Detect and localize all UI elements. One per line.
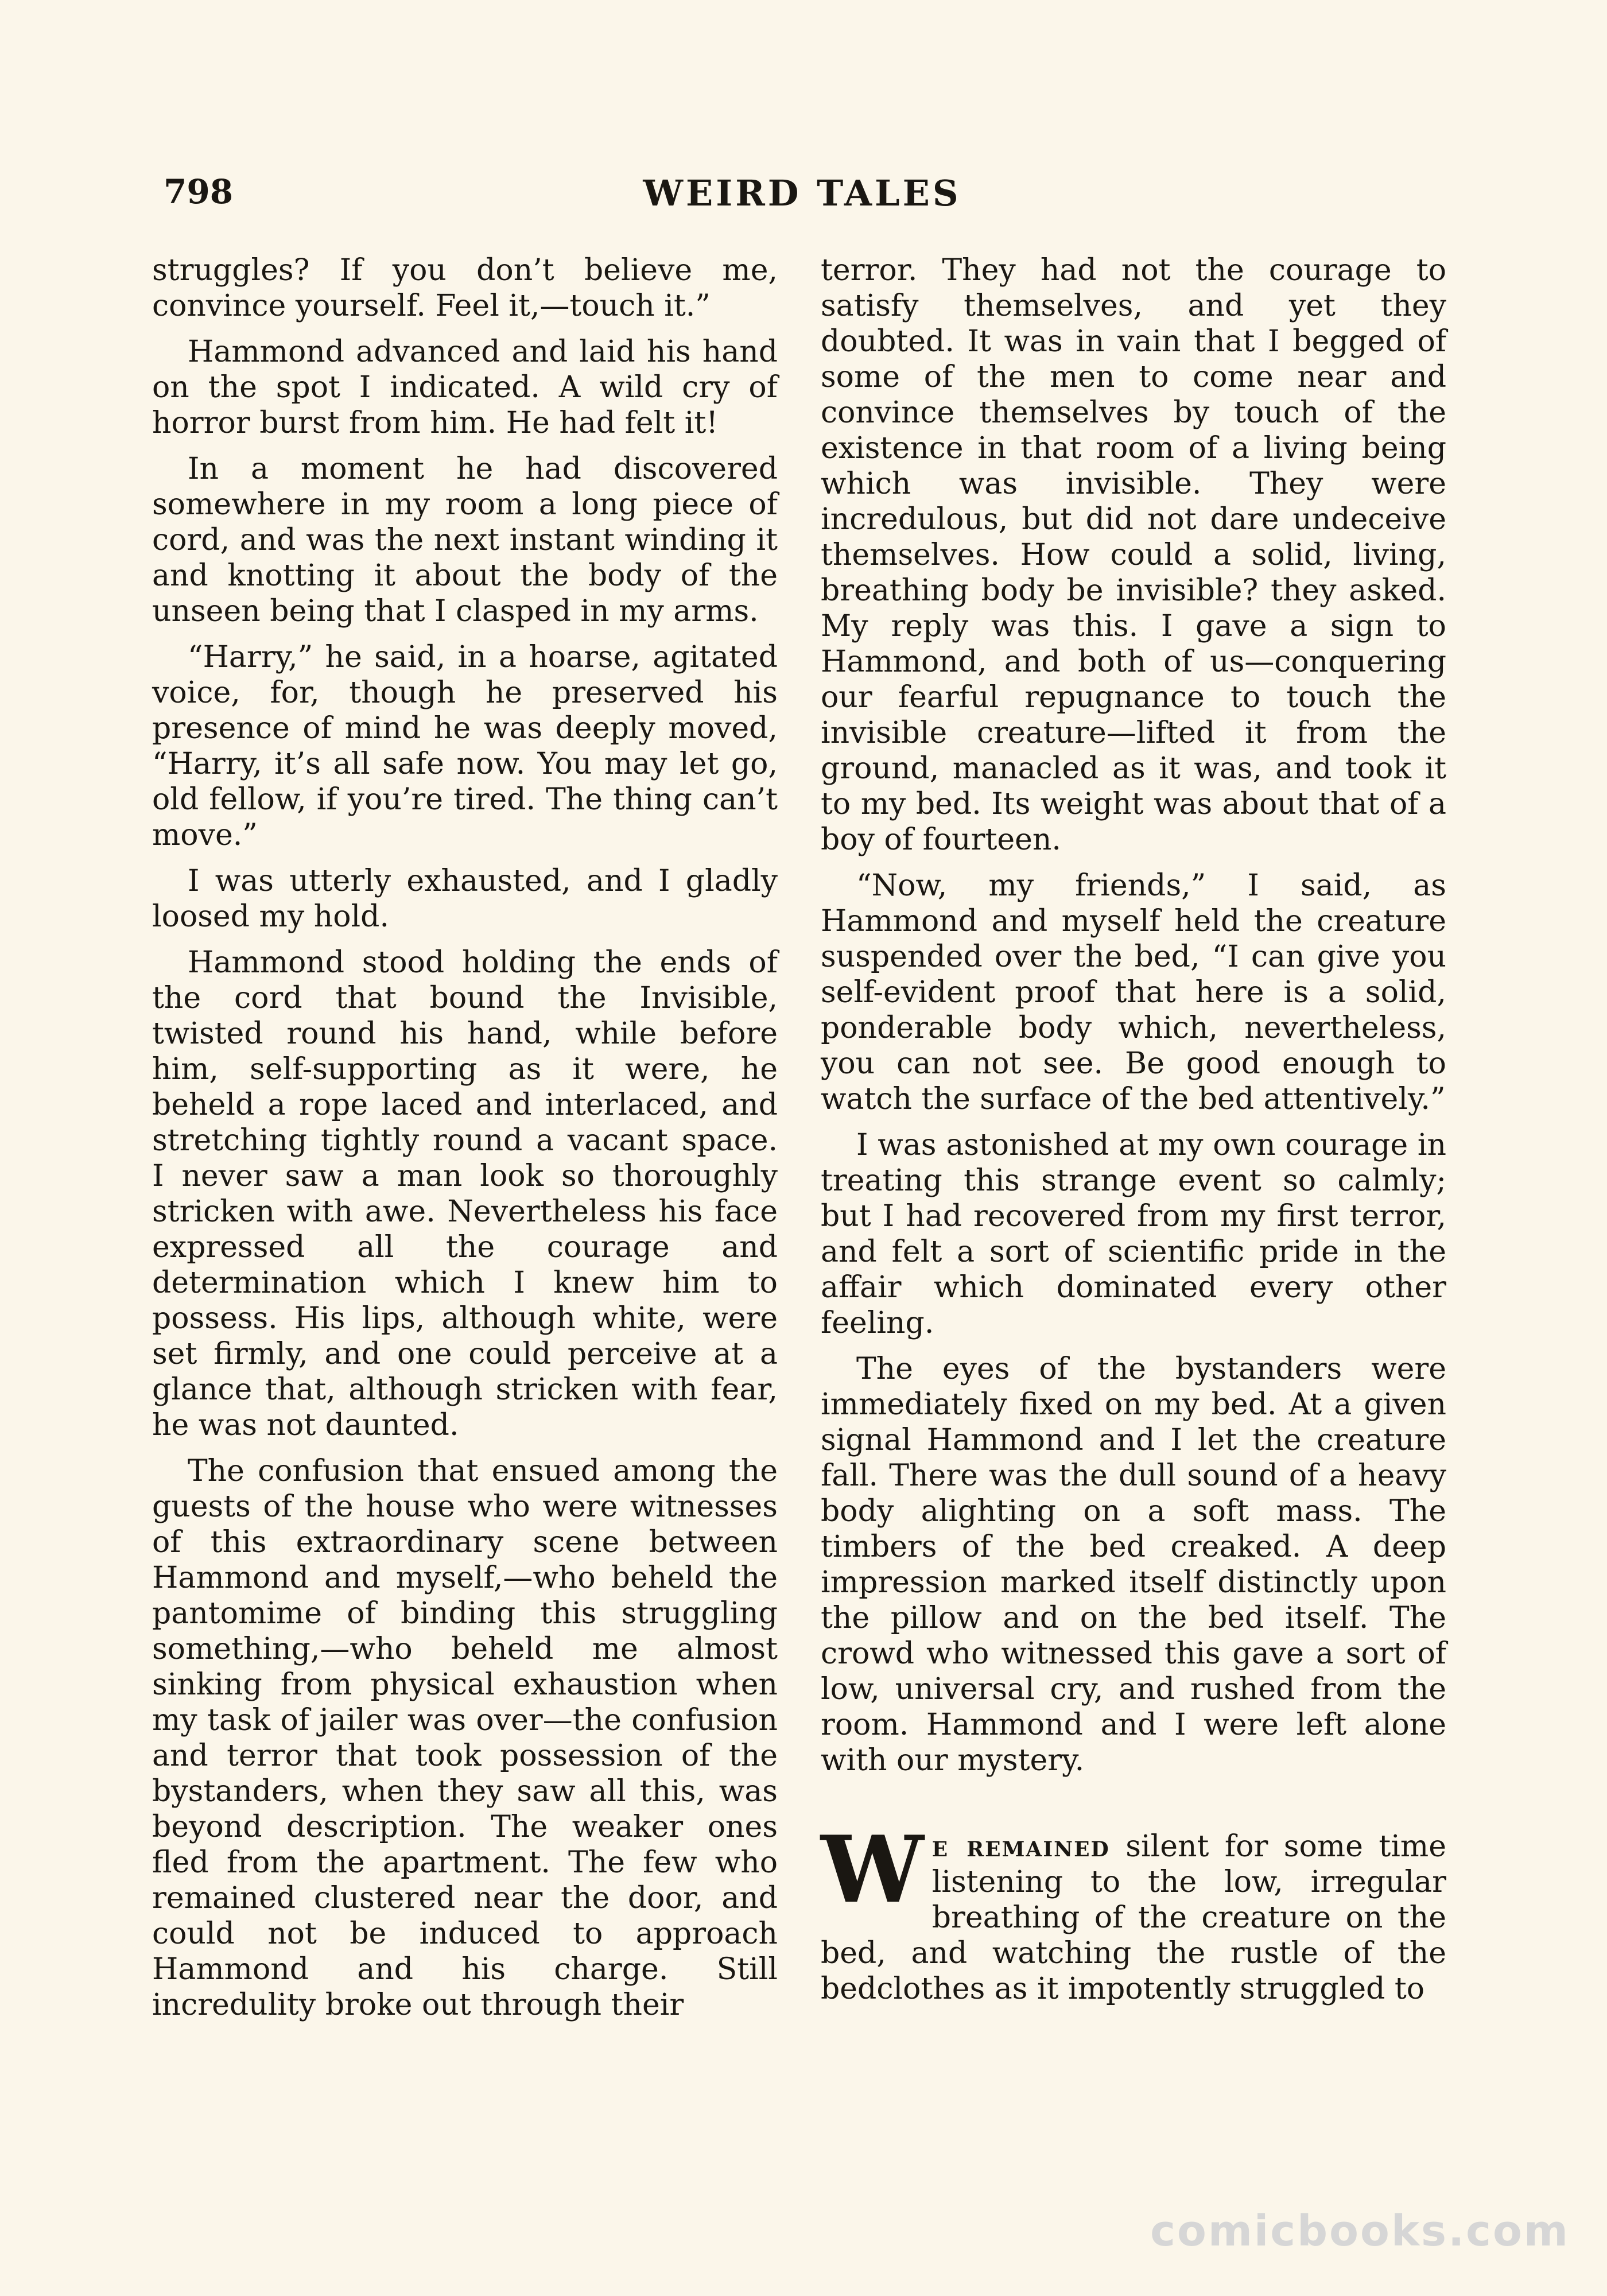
paragraph: Hammond stood holding the ends of the cord that bound the Invisible, twisted round his hand, while before him, self-supporting as it were, he beheld a rope laced and interlaced, and stretching tightly round a vacant space. I never saw a man look so thoroughly stricken with awe. Nevertheless his face expressed all the courage and determination which I knew him to possess. His lips, although white, were set firmly, and one could perceive at a glance that, although stricken with fear, he was not daunted. — [152, 945, 778, 1442]
paragraph: Hammond advanced and laid his hand on the spot I indicated. A wild cry of horror burst from him. He had felt it! — [152, 335, 778, 440]
watermark: comicbooks.com — [1150, 2206, 1570, 2256]
paragraph: “Harry,” he said, in a hoarse, agitated voice, for, though he preserved his presence of mind he was deeply moved, “Harry, it’s all safe now. You may let go, old fellow, if you’re tired. The thing can’t move.” — [152, 640, 778, 852]
small-caps-lead: e remained — [931, 1829, 1110, 1864]
drop-cap: W — [821, 1816, 924, 1923]
paragraph: The eyes of the bystanders were immediately fixed on my bed. At a given signal Hammond and I let the creature fall. There was the dull sound of a heavy body alighting on a soft mass. The timbers of the bed creaked. A deep impression marked itself distinctly upon the pillow and on the bed itself. The crowd who witnessed this gave a sort of low, universal cry, and rushed from the room. Hammond and I were left alone with our mystery. — [821, 1352, 1446, 1778]
paragraph: I was astonished at my own courage in treating this strange event so calmly; but I had recovered from my first terror, and felt a sort of scientific pride in the affair which dominated every other feeling. — [821, 1128, 1446, 1340]
paragraph: I was utterly exhausted, and I gladly loosed my hold. — [152, 864, 778, 934]
paragraph: “Now, my friends,” I said, as Hammond and myself held the creature suspended over the bed, “I can give you self-evident proof that here is a solid, ponderable body which, nevertheless, you can not see. Be good enough to watch the surface of the bed attentively.” — [821, 868, 1446, 1116]
page-header — [164, 172, 1441, 224]
page-number: 798 — [164, 172, 234, 211]
paragraph: In a moment he had discovered somewhere in my room a long piece of cord, and was the next instant winding it and knotting it about the body of the unseen being that I clasped in my arms. — [152, 452, 778, 629]
left-column — [152, 253, 778, 2033]
section-opening-paragraph — [821, 1816, 1446, 2007]
right-column — [821, 253, 1446, 2017]
section-text: silent for some time listening to the low, irregular breathing of the creature on the bed, and watching the rustle of the bedclothes as it impotently struggled to — [821, 1829, 1446, 2006]
paragraph: struggles? If you don’t believe me, convince yourself. Feel it,—touch it.” — [152, 253, 778, 323]
running-head: WEIRD TALES — [643, 172, 961, 214]
paragraph: terror. They had not the courage to satisfy themselves, and yet they doubted. It was in vain that I begged of some of the men to come near and convince themselves by touch of the existence in that room of a living being which was invisible. They were incredulous, but did not dare undeceive themselves. How could a solid, living, breathing body be invisible? they asked. My reply was this. I gave a sign to Hammond, and both of us—conquering our fearful repugnance to touch the invisible creature—lifted it from the ground, manacled as it was, and took it to my bed. Its weight was about that of a boy of fourteen. — [821, 253, 1446, 857]
paragraph: The confusion that ensued among the guests of the house who were witnesses of this extraordinary scene between Hammond and myself,—who beheld the pantomime of binding this struggling something,—who beheld me almost sinking from physical exhaustion when my task of jailer was over—the confusion and terror that took possession of the bystanders, when they saw all this, was beyond description. The weaker ones fled from the apartment. The few who remained clustered near the door, and could not be induced to approach Hammond and his charge. Still incredulity broke out through their — [152, 1454, 778, 2022]
